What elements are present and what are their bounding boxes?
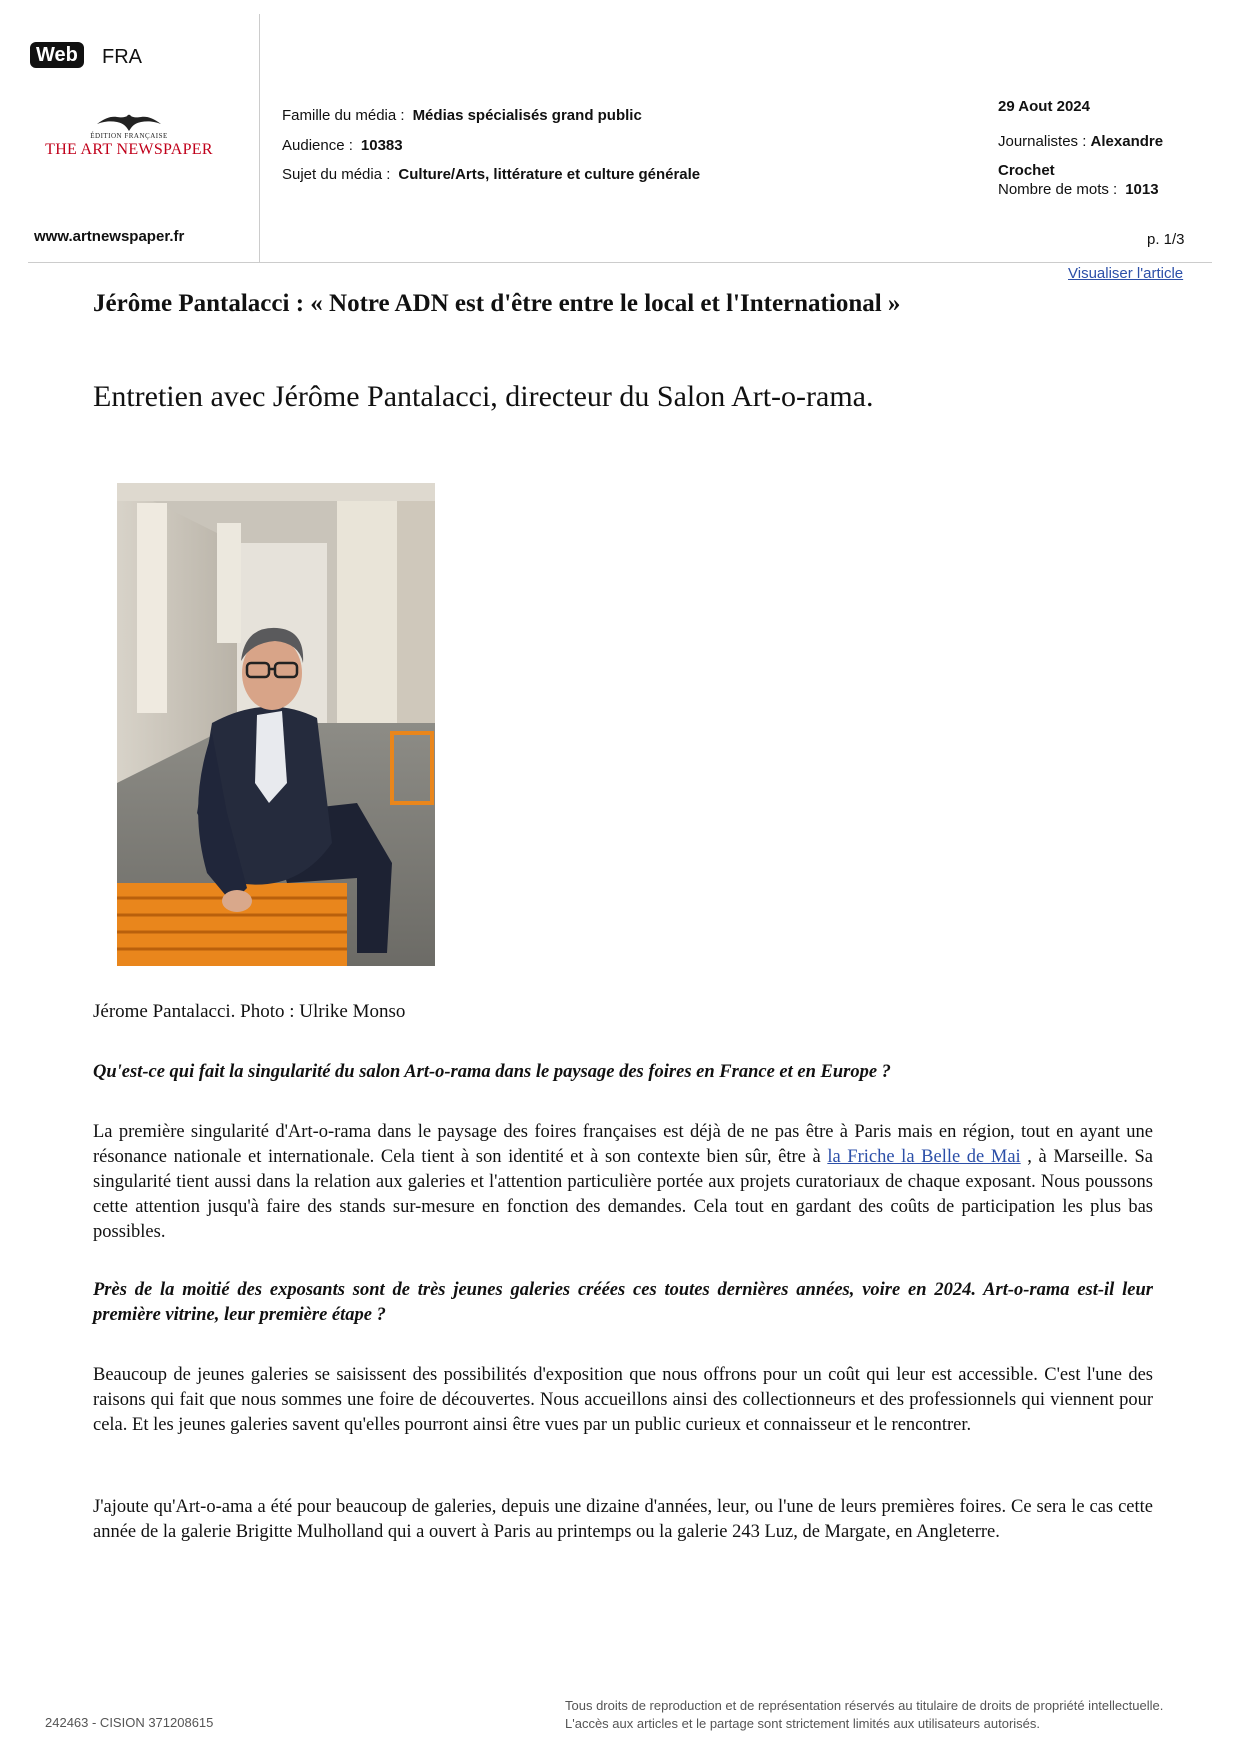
publication-logo — [34, 112, 224, 159]
rights-line-1: Tous droits de reproduction et de représentation réservés au titulaire de droits de propriété intellectuelle. — [565, 1698, 1164, 1713]
header-divider — [28, 262, 1212, 263]
vertical-divider — [259, 14, 260, 262]
answer-3: J'ajoute qu'Art-o-ama a été pour beaucoup de galeries, depuis une dizaine d'années, leur, ou l'une de leurs premières foires. Ce sera le cas cette année de la galerie Brigitte Mulholland qui a ouvert à Paris au printemps ou la galerie 243 Luz, de Margate, en Angleterre. — [93, 1497, 1153, 1542]
article-photo — [117, 483, 435, 966]
journalists-value-line2: Crochet — [998, 162, 1055, 179]
article-lead: Entretien avec Jérôme Pantalacci, directeur du Salon Art-o-rama. — [93, 380, 874, 413]
meta-value: Culture/Arts, littérature et culture générale — [398, 166, 701, 183]
publication-date: 29 Aout 2024 — [998, 98, 1090, 115]
journalists-value: Alexandre — [1090, 133, 1164, 150]
logo-edition: ÉDITION FRANÇAISE — [90, 132, 168, 140]
answer-1 — [93, 1120, 1153, 1245]
word-count-label: Nombre de mots : — [998, 181, 1118, 198]
meta-label: Sujet du média : — [282, 166, 391, 183]
meta-label: Famille du média : — [282, 107, 405, 124]
word-count — [998, 181, 1159, 198]
view-article-link[interactable]: Visualiser l'article — [1068, 265, 1184, 282]
eagle-emblem-icon — [93, 112, 165, 132]
page-number: p. 1/3 — [1147, 231, 1185, 248]
answer-2: Beaucoup de jeunes galeries se saisissent des possibilités d'exposition que nous offrons pour un coût qui leur est accessible. C'est l'une des raisons qui fait que nous sommes une foire de découvertes. Nous accueillons ainsi des collectionneurs et des professionnels qui viennent pour cela. Et les jeunes galeries savent qu'elles pourront ainsi être vues par un public curieux et connaisseur et le rencontrer. — [93, 1365, 1153, 1435]
journalists — [998, 127, 1198, 185]
question-2: Près de la moitié des exposants sont de très jeunes galeries créées ces toutes dernières années, voire en 2024. Art-o-rama est-il leur première vitrine, leur première étape ? — [93, 1280, 1153, 1325]
rights-notice — [565, 1697, 1205, 1733]
meta-media-family — [282, 101, 642, 131]
meta-audience — [282, 131, 403, 161]
question-1: Qu'est-ce qui fait la singularité du salon Art-o-rama dans le paysage des foires en France et en Europe ? — [93, 1062, 891, 1082]
document-id: 242463 - CISION 371208615 — [45, 1715, 214, 1730]
journalists-label: Journalistes : — [998, 133, 1087, 150]
meta-subject — [282, 160, 700, 190]
language-label: FRA — [102, 46, 142, 68]
meta-value: Médias spécialisés grand public — [412, 107, 642, 124]
article-title: Jérôme Pantalacci : « Notre ADN est d'être entre le local et l'International » — [93, 290, 901, 317]
rights-line-2: L'accès aux articles et le partage sont strictement limités aux utilisateurs autorisés. — [565, 1716, 1041, 1731]
media-type-badge: Web — [30, 42, 84, 68]
photo-caption: Jérome Pantalacci. Photo : Ulrike Monso — [93, 1001, 406, 1022]
meta-label: Audience : — [282, 137, 353, 154]
meta-value: 10383 — [360, 137, 403, 154]
answer-1-text-cont: , à Marseille. Sa singularité tient aussi dans la relation aux galeries et l'attention particulière portée aux projets curatoriaux de chaque exposant. Nous poussons cette attention jusqu'à faire des stands sur-mesure en fonction des demandes. Cela tout en gardant des coûts de participation les plus bas possibles. — [93, 1147, 1153, 1242]
logo-name: THE ART NEWSPAPER — [45, 141, 213, 158]
website-url: www.artnewspaper.fr — [34, 228, 185, 245]
portrait-photo-illustration — [117, 483, 435, 966]
friche-belle-de-mai-link[interactable]: la Friche la Belle de Mai — [827, 1147, 1021, 1167]
word-count-value: 1013 — [1125, 181, 1159, 198]
answer-1-text: La première singularité d'Art-o-rama dans le paysage des foires françaises est déjà de ne pas être à Paris mais en région, tout en ayant une résonance nationale et internationale. Cela tient à son identité et à son contexte bien sûr, être à — [93, 1122, 1153, 1167]
